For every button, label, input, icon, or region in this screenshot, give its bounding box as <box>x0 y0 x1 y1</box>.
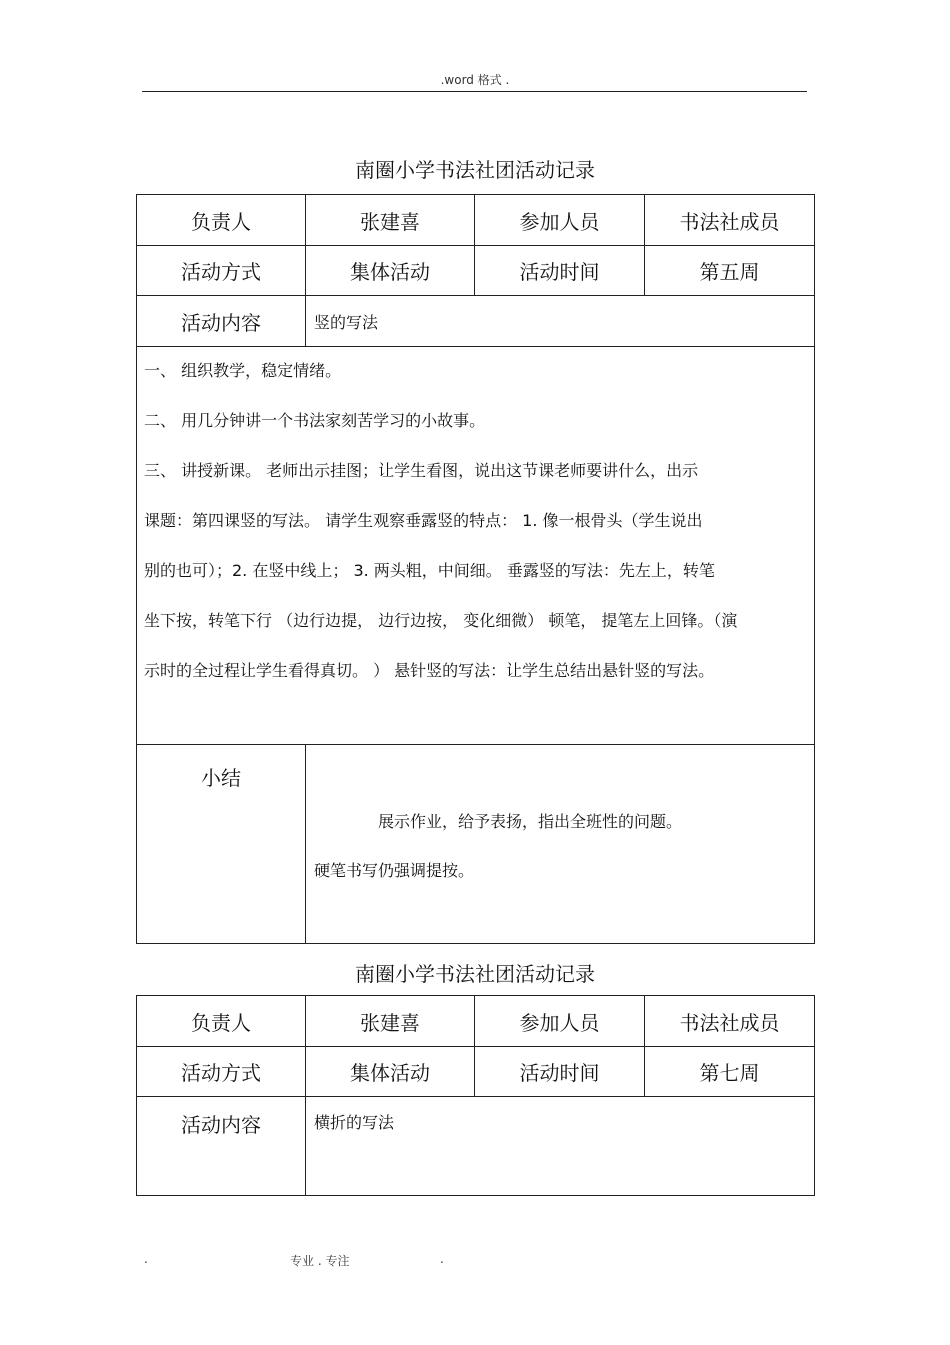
record-1-table <box>136 194 815 944</box>
participants-value: 书法社成员 <box>645 195 815 246</box>
content-label: 活动内容 <box>137 296 306 347</box>
leader-label: 负责人 <box>137 996 306 1047</box>
content-value: 竖的写法 <box>306 296 815 347</box>
participants-value: 书法社成员 <box>645 996 815 1047</box>
time-value: 第五周 <box>645 246 815 296</box>
leader-label: 负责人 <box>137 195 306 246</box>
activity-body <box>137 347 815 745</box>
summary-line: 展示作业，给予表扬，指出全班性的问题。 <box>378 812 683 831</box>
body-line: 坐下按，转笔下行 （边行边提， 边行边按， 变化细微） 顿笔， 提笔左上回锋。（演 <box>144 611 738 630</box>
body-line: 课题：第四课竖的写法。 请学生观察垂露竖的特点： 1. 像一根骨头（学生说出 <box>144 511 703 530</box>
record-1-title: 南圈小学书法社团活动记录 <box>355 158 595 182</box>
method-label: 活动方式 <box>137 246 306 296</box>
method-value: 集体活动 <box>306 1047 475 1097</box>
time-value: 第七周 <box>645 1047 815 1097</box>
body-line: 二、 用几分钟讲一个书法家刻苦学习的小故事。 <box>144 411 486 430</box>
method-value: 集体活动 <box>306 246 475 296</box>
summary-line: 硬笔书写仍强调提按。 <box>314 861 475 880</box>
record-2-table <box>136 995 815 1196</box>
footer-center: 专业 . 专注 <box>290 1254 350 1268</box>
body-line: 三、 讲授新课。 老师出示挂图；让学生看图，说出这节课老师要讲什么，出示 <box>144 461 699 480</box>
body-line: 别的也可）；2. 在竖中线上； 3. 两头粗，中间细。 垂露竖的写法：先左上，转笔 <box>144 561 715 580</box>
time-label: 活动时间 <box>475 246 645 296</box>
summary-cell <box>306 745 815 944</box>
summary-label: 小结 <box>137 745 306 944</box>
method-label: 活动方式 <box>137 1047 306 1097</box>
footer-right: . <box>440 1252 444 1266</box>
record-2-title: 南圈小学书法社团活动记录 <box>355 962 595 986</box>
page-header: .word 格式 . <box>440 73 510 87</box>
leader-value: 张建喜 <box>306 195 475 246</box>
body-line: 示时的全过程让学生看得真切。 ） 悬针竖的写法：让学生总结出悬针竖的写法。 <box>144 661 715 680</box>
leader-value: 张建喜 <box>306 996 475 1047</box>
participants-label: 参加人员 <box>475 996 645 1047</box>
footer-left: . <box>144 1252 148 1266</box>
content-value: 横折的写法 <box>306 1097 815 1196</box>
participants-label: 参加人员 <box>475 195 645 246</box>
header-rule <box>142 91 807 92</box>
time-label: 活动时间 <box>475 1047 645 1097</box>
content-label: 活动内容 <box>137 1097 306 1196</box>
body-line: 一、 组织教学，稳定情绪。 <box>144 361 342 380</box>
